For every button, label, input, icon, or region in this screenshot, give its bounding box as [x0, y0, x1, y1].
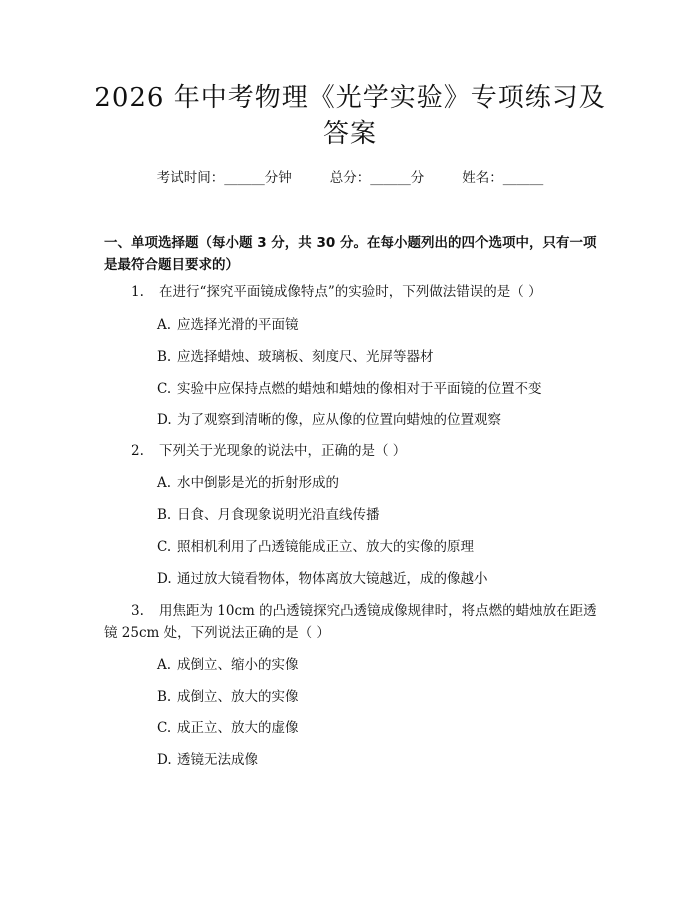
question-3-option-c	[157, 718, 299, 738]
exam-meta-line	[0, 168, 700, 188]
option-label: C.	[157, 539, 172, 555]
option-text: 实验中应保持点燃的蜡烛和蜡烛的像相对于平面镜的位置不变	[177, 381, 542, 397]
question-stem-line-2: 镜 25cm 处，下列说法正确的是（ ）	[104, 625, 330, 641]
question-2-option-b	[157, 505, 380, 525]
option-text: 应选择蜡烛、玻璃板、刻度尺、光屏等器材	[177, 349, 434, 365]
student-name-field: 姓名：______	[462, 170, 544, 186]
question-number: 1.	[131, 284, 144, 300]
document-title: 2026 年中考物理《光学实验》专项练习及答案	[94, 83, 606, 149]
option-label: D.	[157, 412, 172, 428]
option-label: D.	[157, 571, 172, 587]
question-number: 2.	[131, 443, 144, 459]
question-3-option-a	[157, 655, 299, 675]
option-text: 照相机利用了凸透镜能成正立、放大的实像的原理	[177, 539, 474, 555]
option-label: D.	[157, 752, 172, 768]
option-label: C.	[157, 720, 172, 736]
option-label: A.	[157, 475, 172, 491]
question-stem: 在进行“探究平面镜成像特点”的实验时，下列做法错误的是（ ）	[159, 284, 542, 300]
question-stem: 下列关于光现象的说法中，正确的是（ ）	[159, 443, 407, 459]
question-1	[131, 282, 542, 302]
option-text: 通过放大镜看物体，物体离放大镜越近，成的像越小	[177, 571, 488, 587]
option-text: 成正立、放大的虚像	[177, 720, 299, 736]
question-1-option-b	[157, 347, 434, 367]
option-text: 日食、月食现象说明光沿直线传播	[177, 507, 380, 523]
question-2-option-a	[157, 473, 339, 493]
option-text: 透镜无法成像	[177, 752, 258, 768]
question-1-option-c	[157, 379, 542, 399]
question-3-option-b	[157, 687, 299, 707]
option-label: B.	[157, 349, 172, 365]
section-heading: 一、单项选择题（每小题 3 分，共 30 分。在每小题列出的四个选项中，只有一项是最符合题目要求的）	[104, 235, 597, 273]
question-3-option-d	[157, 750, 258, 770]
question-3-continued	[104, 623, 330, 643]
option-label: B.	[157, 689, 172, 705]
question-1-option-a	[157, 315, 299, 335]
question-1-option-d	[157, 410, 501, 430]
exam-time-field: 考试时间：______分钟	[156, 170, 292, 186]
question-stem-line-1: 用焦距为 10cm 的凸透镜探究凸透镜成像规律时，将点燃的蜡烛放在距透	[159, 603, 597, 619]
question-2-option-c	[157, 537, 474, 557]
option-text: 为了观察到清晰的像，应从像的位置向蜡烛的位置观察	[177, 412, 501, 428]
option-text: 水中倒影是光的折射形成的	[177, 475, 339, 491]
option-text: 应选择光滑的平面镜	[177, 317, 299, 333]
question-number: 3.	[131, 603, 144, 619]
question-2-option-d	[157, 569, 488, 589]
option-label: A.	[157, 657, 172, 673]
option-label: A.	[157, 317, 172, 333]
question-3	[131, 601, 597, 621]
option-label: B.	[157, 507, 172, 523]
option-text: 成倒立、放大的实像	[177, 689, 299, 705]
option-label: C.	[157, 381, 172, 397]
total-score-field: 总分：______分	[329, 170, 425, 186]
question-2	[131, 441, 406, 461]
option-text: 成倒立、缩小的实像	[177, 657, 299, 673]
